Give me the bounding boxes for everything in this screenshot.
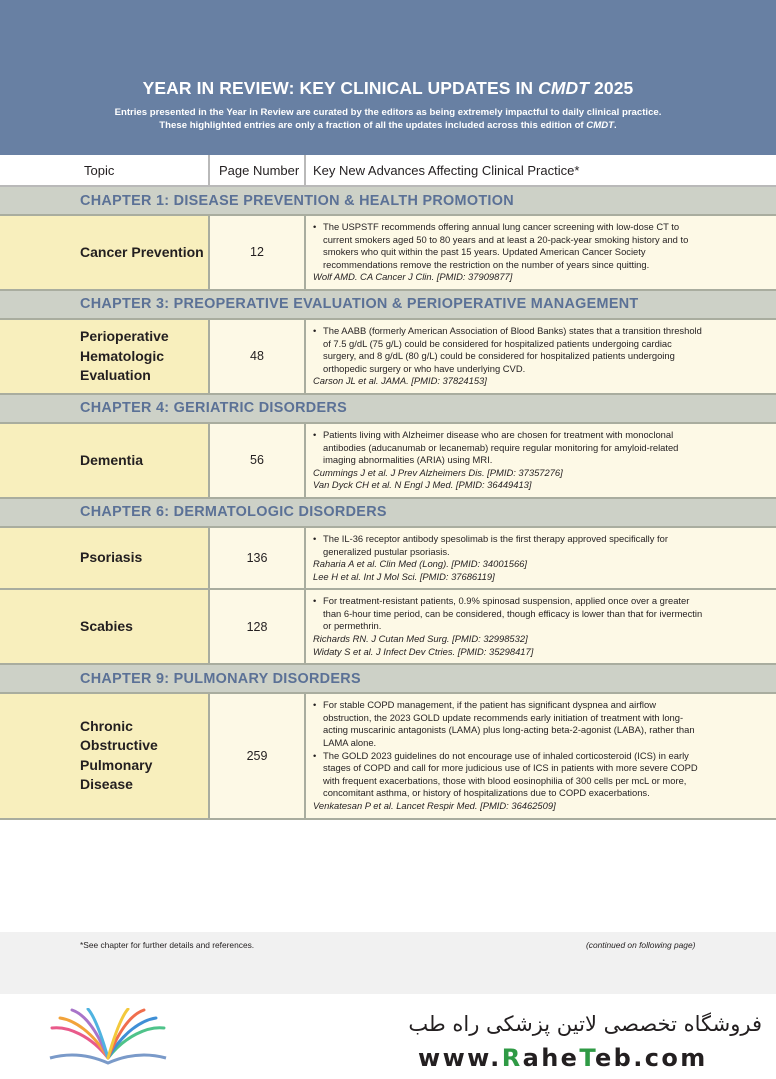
chapter-heading: CHAPTER 3: PREOPERATIVE EVALUATION & PERIOPERATIVE MANAGEMENT <box>0 291 776 320</box>
reference-citation: Van Dyck CH et al. N Engl J Med. [PMID: 36449413] <box>313 479 532 491</box>
continued-note: (continued on following page) <box>586 940 696 950</box>
reference-citation: Cummings J et al. J Prev Alzheimers Dis. [PMID: 37357276] <box>313 466 563 478</box>
page-number-cell: 136 <box>210 528 306 588</box>
advance-bullet: • Patients living with Alzheimer disease who are chosen for treatment with monoclonal antibodies (aducanumab or lecanemab) require regular monitoring for amyloid-related imaging abnormalities (ARIA) using MRI. <box>313 429 706 467</box>
brand-banner <box>0 994 776 1079</box>
reference-citation: Wolf AMD. CA Cancer J Clin. [PMID: 37909877] <box>313 271 513 283</box>
page-number-cell: 259 <box>210 694 306 817</box>
page-number-cell: 128 <box>210 590 306 663</box>
advances-cell <box>306 216 776 289</box>
brand-name-persian: فروشگاه تخصصی لاتین پزشکی راه طب <box>408 1012 762 1036</box>
page-number-cell: 48 <box>210 320 306 393</box>
reference-citation: Venkatesan P et al. Lancet Respir Med. [PMID: 36462509] <box>313 800 556 811</box>
page-header <box>0 0 776 155</box>
updates-table <box>0 155 776 820</box>
topic-cell: Scabies <box>0 590 210 663</box>
topic-cell: Psoriasis <box>0 528 210 588</box>
chapter-heading: CHAPTER 4: GERIATRIC DISORDERS <box>0 395 776 424</box>
advance-bullet: • For treatment-resistant patients, 0.9% spinosad suspension, applied once over a greater than 6-hour time period, can be considered, though efficacy is lower than that for ivermectin or permethrin. <box>313 595 706 633</box>
chapter-heading: CHAPTER 1: DISEASE PREVENTION & HEALTH PROMOTION <box>0 187 776 216</box>
advance-bullet: • The AABB (formerly American Association of Blood Banks) states that a transition threshold of 7.5 g/dL (75 g/L) could be considered for hospitalized patients undergoing cardiac surgery, and 8 g/dL (80 g/L) could be considered for hospitalized patients undergoing orthopedic surgery or who have underlying CVD. <box>313 325 706 375</box>
topic-cell: Chronic Obstructive Pulmonary Disease <box>0 694 210 817</box>
topic-cell: Dementia <box>0 424 210 497</box>
page-footer <box>0 932 776 994</box>
topic-cell: Cancer Prevention <box>0 216 210 289</box>
reference-citation: Richards RN. J Cutan Med Surg. [PMID: 32998532] <box>313 633 528 645</box>
advance-bullet: • The IL-36 receptor antibody spesolimab is the first therapy approved specifically for generalized pustular psoriasis. <box>313 533 706 558</box>
table-row <box>0 528 776 590</box>
advances-cell <box>306 528 776 588</box>
advance-bullet: • The GOLD 2023 guidelines do not encourage use of inhaled corticosteroid (ICS) in early stages of COPD and call for more judicious use of ICS in patients with more severe COPD with frequent exacerbations, those with blood eosinophilia of 300 cells per mcL or more, concomitant asthma, or history of hospitalizations due to COPD exacerbations. <box>313 750 706 800</box>
table-row <box>0 320 776 395</box>
column-header-page-number: Page Number <box>210 155 306 185</box>
table-body <box>0 187 776 820</box>
topic-cell: Perioperative Hematologic Evaluation <box>0 320 210 393</box>
footnote: *See chapter for further details and references. <box>80 940 255 950</box>
reference-citation: Widaty S et al. J Infect Dev Ctries. [PMID: 35298417] <box>313 645 534 657</box>
table-row <box>0 424 776 499</box>
brand-url: www.RaheTeb.com <box>418 1044 708 1072</box>
advances-cell <box>306 320 776 393</box>
chapter-heading: CHAPTER 6: DERMATOLOGIC DISORDERS <box>0 499 776 528</box>
advances-cell <box>306 694 776 817</box>
advance-bullet: • For stable COPD management, if the patient has significant dyspnea and airflow obstruction, the 2023 GOLD update recommends early initiation of treatment with long-acting muscarinic antagonists (LAMA) plus long-acting beta-2-agonist (LABA), rather than LAMA alone. <box>313 699 706 749</box>
column-header-advances: Key New Advances Affecting Clinical Practice* <box>313 162 580 178</box>
page-number-cell: 56 <box>210 424 306 497</box>
open-book-logo-icon <box>46 1008 171 1066</box>
chapter-heading: CHAPTER 9: PULMONARY DISORDERS <box>0 665 776 694</box>
page-subtitle: Entries presented in the Year in Review are curated by the editors as being extremely impactful to daily clinical practice. These highlighted entries are only a fraction of all the updates included across this edition of CMDT. <box>114 107 662 131</box>
advances-cell <box>306 590 776 663</box>
table-row <box>0 590 776 665</box>
reference-citation: Raharia A et al. Clin Med (Long). [PMID: 34001566] <box>313 558 527 570</box>
column-header-topic: Topic <box>0 155 210 185</box>
table-row <box>0 216 776 291</box>
page-title: YEAR IN REVIEW: KEY CLINICAL UPDATES IN CMDT 2025 <box>142 78 634 98</box>
table-row <box>0 694 776 819</box>
advances-cell <box>306 424 776 497</box>
page-number-cell: 12 <box>210 216 306 289</box>
advance-bullet: • The USPSTF recommends offering annual lung cancer screening with low-dose CT to current smokers aged 50 to 80 years and at least a 20-pack-year smoking history and to smokers who quit within the past 15 years. Updated American Cancer Society recommendations remove the restriction on the number of years since quitting. <box>313 221 706 271</box>
table-header-row <box>0 155 776 187</box>
reference-citation: Lee H et al. Int J Mol Sci. [PMID: 37686119] <box>313 570 495 582</box>
reference-citation: Carson JL et al. JAMA. [PMID: 37824153] <box>313 375 487 387</box>
